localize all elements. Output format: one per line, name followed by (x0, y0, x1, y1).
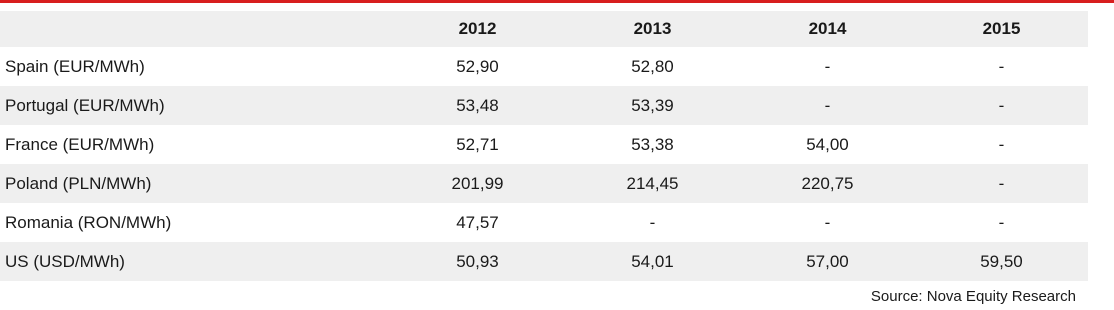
table-row (0, 125, 1088, 164)
row-label: Romania (RON/MWh) (5, 213, 172, 232)
table-cell: - (998, 57, 1005, 76)
table-cell: - (824, 213, 831, 232)
table-cell: 52,90 (456, 57, 499, 76)
table-cell: - (915, 86, 1088, 125)
table-row (0, 47, 1088, 86)
table-cell: 47,57 (456, 213, 499, 232)
top-accent-rule (0, 0, 1114, 3)
table-row (0, 164, 1088, 203)
row-label: France (EUR/MWh) (5, 135, 155, 154)
table-row (0, 86, 1088, 125)
header-cell-year: 2015 (915, 11, 1088, 47)
table-row (0, 203, 1088, 242)
table-cell: - (998, 135, 1005, 154)
table-cell: 53,48 (390, 86, 565, 125)
table-cell: 214,45 (565, 164, 740, 203)
row-label: Spain (EUR/MWh) (5, 57, 145, 76)
header-cell-label (0, 11, 390, 47)
row-label: Portugal (EUR/MWh) (0, 86, 390, 125)
price-table (0, 11, 1088, 281)
table-cell: 201,99 (390, 164, 565, 203)
row-label: US (USD/MWh) (0, 242, 390, 281)
table-cell: 59,50 (915, 242, 1088, 281)
table-cell: - (649, 213, 656, 232)
table-cell: 52,71 (456, 135, 499, 154)
table-cell: - (915, 164, 1088, 203)
row-label: Poland (PLN/MWh) (0, 164, 390, 203)
table-cell: 52,80 (631, 57, 674, 76)
table-cell: 57,00 (740, 242, 915, 281)
table-row (0, 242, 1088, 281)
header-row (0, 11, 1088, 47)
table-cell: 50,93 (390, 242, 565, 281)
header-cell-year: 2014 (740, 11, 915, 47)
header-cell-year: 2012 (390, 11, 565, 47)
table-cell: - (824, 57, 831, 76)
table-cell: 220,75 (740, 164, 915, 203)
table-cell: 53,38 (631, 135, 674, 154)
source-note: Source: Nova Equity Research (870, 288, 1076, 305)
header-cell-year: 2013 (565, 11, 740, 47)
table-cell: - (998, 213, 1005, 232)
table-cell: 54,01 (565, 242, 740, 281)
table-cell: 53,39 (565, 86, 740, 125)
table-cell: - (740, 86, 915, 125)
table-cell: 54,00 (806, 135, 849, 154)
